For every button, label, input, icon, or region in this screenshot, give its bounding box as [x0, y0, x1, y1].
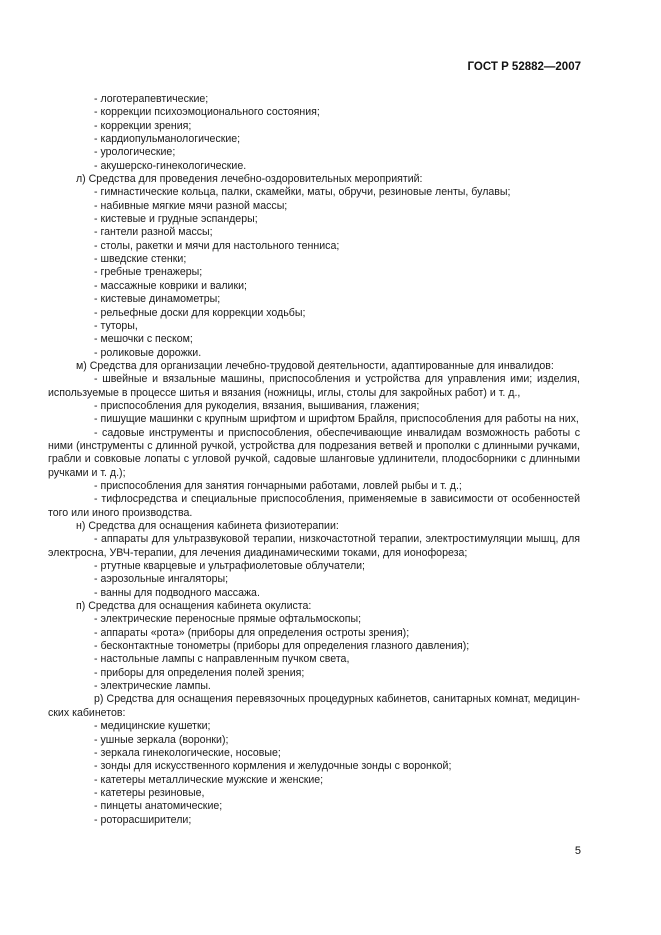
section-heading: р) Средства для оснащения перевязочных процедурных кабинетов, санитарных комнат, медицинских кабинетов:	[48, 693, 580, 719]
list-item: - аппараты «рота» (приборы для определения остроты зрения);	[94, 626, 410, 639]
page-number: 5	[574, 845, 581, 857]
list-item: - аэрозольные ингаляторы;	[94, 573, 229, 586]
list-item: - пишущие машинки с крупным шрифтом и шрифтом Брайля, приспособления для работы на них,	[94, 413, 579, 426]
list-item: - электрические лампы.	[94, 680, 211, 693]
list-item: - массажные коврики и валики;	[94, 279, 247, 292]
list-item: - пинцеты анатомические;	[94, 800, 223, 813]
section-heading: л) Средства для проведения лечебно-оздоровительных мероприятий:	[76, 173, 423, 186]
list-item: - электрические переносные прямые офтальмоскопы;	[94, 613, 362, 626]
list-item: - коррекции психоэмоционального состояния;	[94, 106, 320, 119]
list-item: - аппараты для ультразвуковой терапии, низкочастотной терапии, электростимуляции мышц, для электросна, УВЧ-терапии, для лечения диадинамическими токами, для ионофореза;	[48, 533, 580, 559]
list-item: - гантели разной массы;	[94, 226, 213, 239]
list-item: - урологические;	[94, 146, 176, 159]
list-item: - настольные лампы с направленным пучком света,	[94, 653, 350, 666]
list-item: - ушные зеркала (воронки);	[94, 733, 229, 746]
list-item: - медицинские кушетки;	[94, 720, 211, 733]
list-item: - рельефные доски для коррекции ходьбы;	[94, 306, 306, 319]
list-item: - бесконтактные тонометры (приборы для определения глазного давления);	[94, 640, 470, 653]
list-item: - гимнастические кольца, палки, скамейки, маты, обручи, резиновые ленты, булавы;	[94, 186, 511, 199]
list-item: - зеркала гинекологические, носовые;	[94, 746, 281, 759]
list-item: - мешочки с песком;	[94, 333, 193, 346]
list-item: - набивные мягкие мячи разной массы;	[94, 199, 288, 212]
list-item: - логотерапевтические;	[94, 93, 209, 105]
list-item: - ванны для подводного массажа.	[94, 586, 260, 599]
list-item: - шведские стенки;	[94, 253, 187, 266]
list-item: - роликовые дорожки.	[94, 346, 202, 359]
list-item: - столы, ракетки и мячи для настольного тенниса;	[94, 239, 340, 252]
list-item: - кистевые и грудные эспандеры;	[94, 213, 258, 226]
list-item: - кардиопульманологические;	[94, 133, 241, 146]
list-item: - катетеры металлические мужские и женские;	[94, 773, 324, 786]
list-item: - приспособления для рукоделия, вязания, вышивания, глажения;	[94, 399, 420, 412]
document-body	[48, 93, 580, 827]
list-item: - швейные и вязальные машины, приспособления и устройства для управления ими; изделия, используемые в процессе шитья и вязания (ножницы, иглы, столы для закройных работ) и т. д.,	[48, 373, 580, 399]
list-item: - кистевые динамометры;	[94, 293, 221, 306]
section-heading: н) Средства для оснащения кабинета физиотерапии:	[76, 520, 339, 532]
list-item: - акушерско-гинекологические.	[94, 159, 247, 172]
list-item: - садовые инструменты и приспособления, обеспечивающие инвалидам возможность работы с ними (инструменты с длинной ручкой, устройства для подрезания ветвей и прополки с длинными ручками, грабли и совковые лопаты с угловой ручкой, садовые шланговые удлинители, плодосборники с длинными ручками и т. д.);	[48, 426, 580, 479]
list-item: - тифлосредства и специальные приспособления, применяемые в зависимости от особенностей того или иного производства.	[48, 493, 580, 519]
list-item: - ртутные кварцевые и ультрафиолетовые облучатели;	[94, 560, 365, 573]
list-item: - зонды для искусственного кормления и желудочные зонды с воронкой;	[94, 760, 452, 773]
list-item: - приспособления для занятия гончарными работами, ловлей рыбы и т. д.;	[94, 479, 462, 492]
list-item: - туторы,	[94, 319, 138, 332]
document-id: ГОСТ Р 52882—2007	[467, 61, 581, 73]
list-item: - приборы для определения полей зрения;	[94, 666, 305, 679]
section-heading: п) Средства для оснащения кабинета окулиста:	[76, 600, 312, 613]
list-item: - коррекции зрения;	[94, 119, 192, 132]
list-item: - гребные тренажеры;	[94, 266, 203, 279]
list-item: - роторасширители;	[94, 813, 192, 826]
list-item: - катетеры резиновые,	[94, 786, 205, 799]
section-heading: м) Средства для организации лечебно-трудовой деятельности, адаптированные для инвалидов:	[76, 359, 554, 372]
